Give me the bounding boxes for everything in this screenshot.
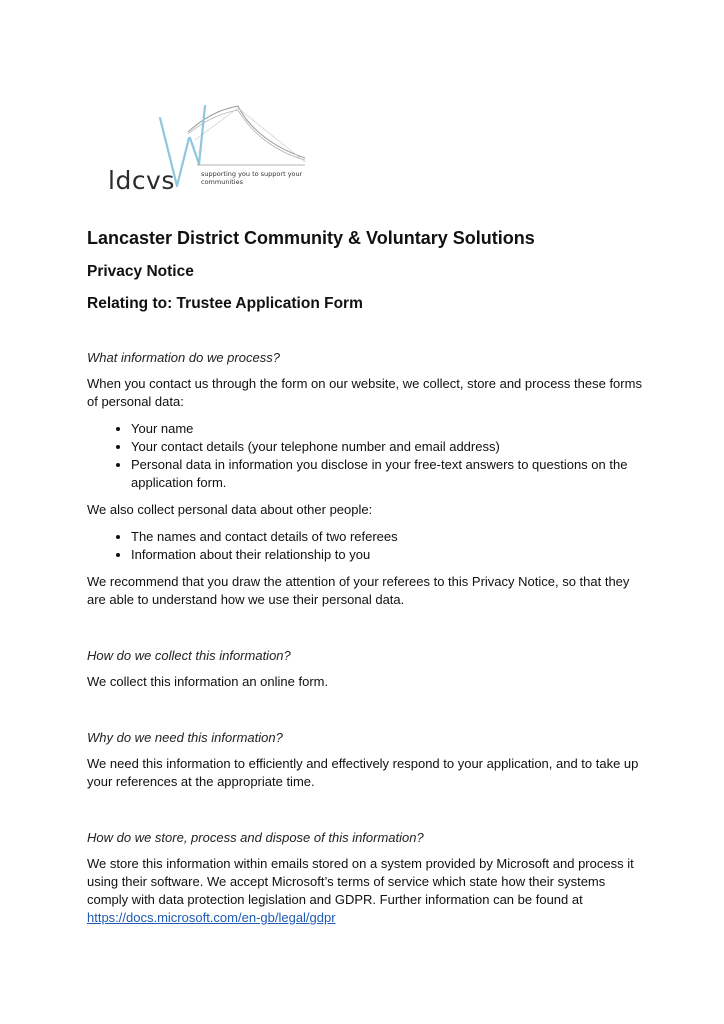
privacy-notice-heading: Privacy Notice xyxy=(87,263,194,280)
how-collect-question: How do we collect this information? xyxy=(87,648,291,663)
relating-to-heading: Relating to: Trustee Application Form xyxy=(87,295,363,312)
why-need-body: We need this information to efficiently and effectively respond to your application, and to take up your references at the appropriate time. xyxy=(87,756,639,789)
list-item: • Information about their relationship to you xyxy=(131,546,647,564)
personal-data-list xyxy=(87,420,647,492)
store-process-question: How do we store, process and dispose of this information? xyxy=(87,830,424,845)
what-info-question: What information do we process? xyxy=(87,350,280,365)
why-need-question: Why do we need this information? xyxy=(87,730,283,745)
referee-recommendation: We recommend that you draw the attention of your referees to this Privacy Notice, so that they are able to understand how we use their personal data. xyxy=(87,574,630,607)
what-info-intro: When you contact us through the form on our website, we collect, store and process these forms of personal data: xyxy=(87,376,642,409)
logo-tagline: supporting you to support your communities xyxy=(201,170,303,186)
store-process-text: We store this information within emails stored on a system provided by Microsoft and process it using their software. We accept Microsoft’s terms of service which state how their systems comply with data protection legislation and GDPR. Further information can be found at xyxy=(87,856,634,907)
list-item: • Your contact details (your telephone number and email address) xyxy=(131,438,647,456)
list-item: • Personal data in information you disclose in your free-text answers to questions on the application form. xyxy=(131,456,647,492)
logo-wordmark: ldcvs xyxy=(108,166,175,195)
organisation-title: Lancaster District Community & Voluntary Solutions xyxy=(87,228,535,248)
document-content xyxy=(87,228,647,936)
list-item: • Your name xyxy=(131,420,647,438)
store-process-body xyxy=(87,855,647,927)
list-item: • The names and contact details of two referees xyxy=(131,528,647,546)
other-people-list xyxy=(87,528,647,564)
gdpr-link[interactable]: https://docs.microsoft.com/en-gb/legal/gdpr xyxy=(87,910,336,925)
how-collect-body: We collect this information an online form. xyxy=(87,674,329,689)
ldcvs-logo xyxy=(100,100,315,200)
other-people-intro: We also collect personal data about other people: xyxy=(87,502,373,517)
